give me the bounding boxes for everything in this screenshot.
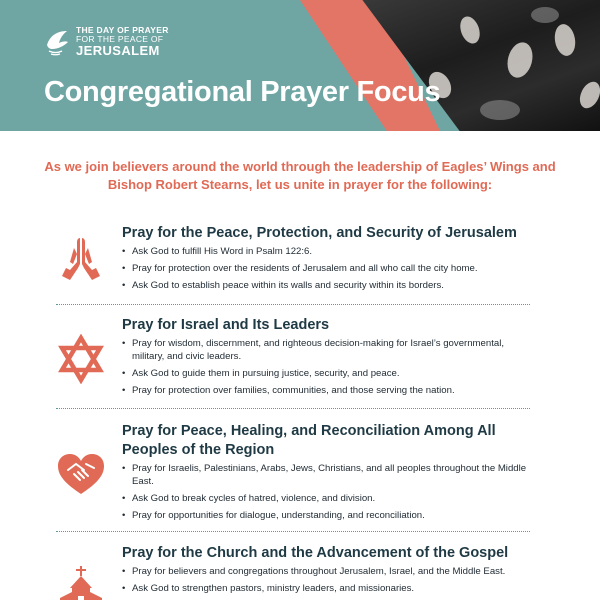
intro-text: As we join believers around the world through the leadership of Eagles’ Wings and Bishop Robert Stearns, let us unite in prayer for the following: [44,159,556,192]
logo-line-1: THE DAY OF PRAYER [76,25,169,35]
list-item: • Pray for opportunities for dialogue, understanding, and reconciliation. [122,509,530,522]
list-item: • Pray for believers and congregations throughout Jerusalem, Israel, and the Middle East. [122,565,530,578]
logo-text [76,26,169,57]
star-of-david-icon [56,334,106,384]
section-body [122,544,530,599]
list-item: • Pray for protection over the residents of Jerusalem and all who call the city home. [122,262,530,275]
list-item: • Pray for protection over families, communities, and those serving the nation. [122,384,530,397]
list-item: • Pray for Israelis, Palestinians, Arabs, Jews, Christians, and all peoples throughout the Middle East. [122,462,530,488]
praying-hands-icon [56,232,106,282]
list-item: • Ask God to break cycles of hatred, violence, and division. [122,492,530,505]
list-item: • Ask God to fulfill His Word in Psalm 122:6. [122,245,530,258]
section-title: Pray for the Peace, Protection, and Security of Jerusalem [122,225,517,241]
section-divider [56,531,530,532]
list-item: • Ask God to guide them in pursuing justice, security, and peace. [122,367,530,380]
section-body [122,224,530,296]
section-title: Pray for Peace, Healing, and Reconciliation Among All Peoples of the Region [122,423,496,458]
prayer-list [122,337,530,397]
heart-handshake-icon [56,450,106,500]
section-body [122,316,530,401]
prayer-list [122,565,530,595]
list-item: • Pray for wisdom, discernment, and righteous decision-making for Israel’s governmental, military, and civic leaders. [122,337,530,363]
prayer-list [122,462,530,522]
section-body [122,422,530,526]
section-title: Pray for Israel and Its Leaders [122,317,330,333]
section-divider [56,408,530,409]
prayer-list [122,245,530,292]
section-divider [56,304,530,305]
list-item: • Ask God to strengthen pastors, ministry leaders, and missionaries. [122,582,530,595]
header-banner [0,0,600,131]
dove-logo-icon [44,27,70,57]
church-icon [56,564,106,600]
logo [44,26,169,57]
raised-hands-photo [0,0,600,131]
logo-line-3: JERUSALEM [76,43,160,58]
list-item: • Ask God to establish peace within its walls and security within its borders. [122,279,530,292]
section-title: Pray for the Church and the Advancement of the Gospel [122,545,509,561]
page-title: Congregational Prayer Focus [44,76,441,108]
logo-line-2: FOR THE PEACE OF [76,34,164,44]
